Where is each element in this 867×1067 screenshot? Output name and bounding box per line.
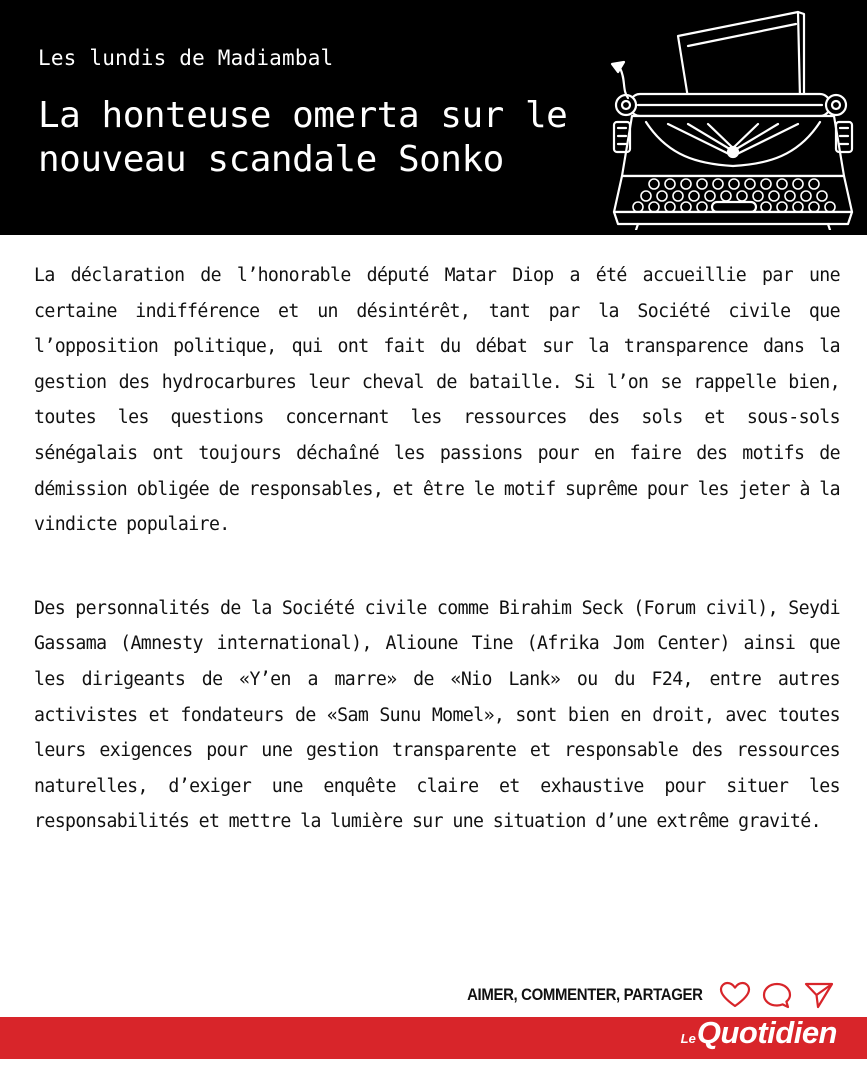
- heart-icon[interactable]: [719, 981, 751, 1009]
- headline: La honteuse omerta sur le nouveau scandale Sonko: [38, 95, 568, 180]
- share-icon[interactable]: [803, 981, 835, 1009]
- article-paragraph-2: Des personnalités de la Société civile comme Birahim Seck (Forum civil), Seydi Gassama (Amnesty international), Alioune Tine (Afrika Jom Center) ainsi que les dirigeants de «Y’en a marre» de «Nio Lank» ou du F24, entre autres activistes et fondateurs de «Sam Sunu Momel», sont bien en droit, avec toutes leurs exigences pour une gestion transparente et responsable des ressources naturelles, d’exiger une enquête claire et exhaustive pour situer les responsabilités et mettre la lumière sur une situation d’une extrême gravité.: [34, 597, 840, 833]
- article-body: [34, 258, 840, 888]
- social-actions: [435, 980, 835, 1010]
- comment-icon[interactable]: [761, 981, 793, 1009]
- brand-logo[interactable]: [681, 1015, 837, 1059]
- header-banner: [0, 0, 867, 235]
- typewriter-illustration: [608, 6, 858, 230]
- cta-label: AIMER, COMMENTER, PARTAGER: [467, 985, 703, 1004]
- brand-prefix: Le: [680, 1031, 696, 1046]
- brand-name: Quotidien: [696, 1015, 837, 1050]
- bottom-margin: [0, 1059, 867, 1067]
- article-paragraph-1: La déclaration de l’honorable député Matar Diop a été accueillie par une certaine indifférence et un désintérêt, tant par la Société civile que l’opposition politique, qui ont fait du débat sur la transparence dans la gestion des hydrocarbures leur cheval de bataille. Si l’on se rappelle bien, toutes les questions concernant les ressources des sols et sous-sols sénégalais ont toujours déchaîné les passions pour en faire des motifs de démission obligée de responsables, et être le motif suprême pour les jeter à la vindicte populaire.: [34, 265, 840, 536]
- column-kicker: Les lundis de Madiambal: [38, 46, 334, 70]
